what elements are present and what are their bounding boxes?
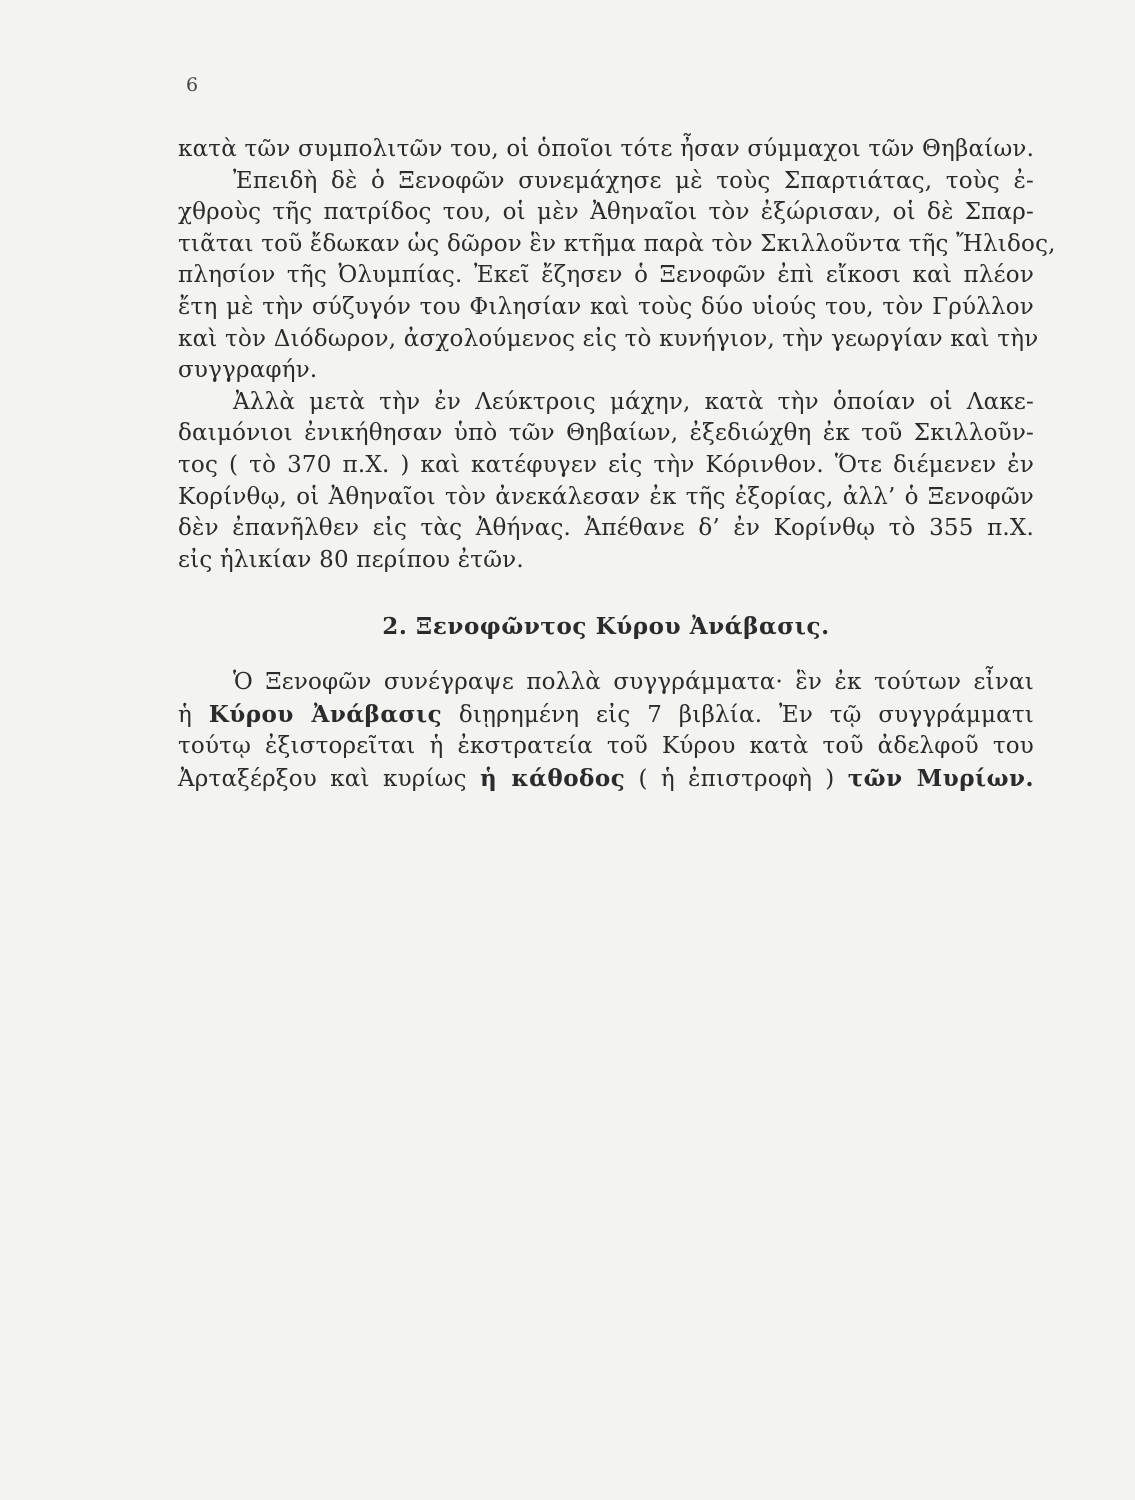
text-line: εἰς ἡλικίαν 80 περίπου ἐτῶν. bbox=[178, 546, 524, 573]
text-fragment: ( ἡ ἐπιστροφὴ ) bbox=[625, 765, 848, 792]
text-line: τιᾶται τοῦ ἔδωκαν ὡς δῶρον ἓν κτῆμα παρὰ τὸν Σκιλλοῦντα τῆς Ἤλιδος, bbox=[178, 230, 1056, 257]
text-line: συγγραφήν. bbox=[178, 357, 318, 384]
text-line: χθροὺς τῆς πατρίδος του, οἱ μὲν Ἀθηναῖοι τὸν ἐξώρισαν, οἱ δὲ Σπαρ- bbox=[178, 199, 1034, 226]
text-fragment: διῃρημένη εἰς 7 βιβλία. Ἐν τῷ συγγράμματι bbox=[442, 701, 1034, 728]
bold-term: Κύρου Ἀνάβασις bbox=[208, 700, 443, 728]
text-line: δὲν ἐπανῆλθεν εἰς τὰς Ἀθήνας. Ἀπέθανε δ’ ἐν Κορίνθῳ τὸ 355 π.Χ. bbox=[178, 515, 1034, 542]
page-body bbox=[178, 134, 1056, 795]
bold-term: ἡ κάθοδος bbox=[479, 764, 626, 792]
text-line: Ἀλλὰ μετὰ τὴν ἐν Λεύκτροις μάχην, κατὰ τὴν ὁποίαν οἱ Λακε- bbox=[233, 388, 1034, 415]
page-number: 6 bbox=[186, 74, 199, 96]
text-line: τος ( τὸ 370 π.Χ. ) καὶ κατέφυγεν εἰς τὴν Κόρινθον. Ὅτε διέμενεν ἐν bbox=[178, 451, 1034, 478]
text-fragment: Ἀρταξέρξου καὶ κυρίως bbox=[178, 765, 480, 792]
section-heading: 2. Ξενοφῶντος Κύρου Ἀνάβασις. bbox=[382, 613, 830, 641]
text-line bbox=[178, 699, 1034, 732]
text-line: κατὰ τῶν συμπολιτῶν του, οἱ ὁποῖοι τότε ἦσαν σύμμαχοι τῶν Θηβαίων. bbox=[178, 136, 1035, 162]
text-line: τούτῳ ἐξιστορεῖται ἡ ἐκστρατεία τοῦ Κύρου κατὰ τοῦ ἀδελφοῦ του bbox=[178, 733, 1034, 760]
text-line: δαιμόνιοι ἐνικήθησαν ὑπὸ τῶν Θηβαίων, ἐξεδιώχθη ἐκ τοῦ Σκιλλοῦν- bbox=[178, 420, 1034, 447]
bold-term: τῶν Μυρίων. bbox=[847, 764, 1034, 792]
text-line: Κορίνθῳ, οἱ Ἀθηναῖοι τὸν ἀνεκάλεσαν ἐκ τῆς ἐξορίας, ἀλλ’ ὁ Ξενοφῶν bbox=[178, 483, 1034, 510]
text-line: πλησίον τῆς Ὀλυμπίας. Ἐκεῖ ἔζησεν ὁ Ξενοφῶν ἐπὶ εἴκοσι καὶ πλέον bbox=[178, 262, 1034, 289]
text-line: Ὁ Ξενοφῶν συνέγραψε πολλὰ συγγράμματα· ἓν ἐκ τούτων εἶναι bbox=[233, 668, 1034, 695]
text-fragment: ἡ bbox=[178, 701, 209, 728]
text-line: ἔτη μὲ τὴν σύζυγόν του Φιλησίαν καὶ τοὺς δύο υἱούς του, τὸν Γρύλλον bbox=[178, 293, 1034, 320]
text-line: καὶ τὸν Διόδωρον, ἀσχολούμενος εἰς τὸ κυνήγιον, τὴν γεωργίαν καὶ τὴν bbox=[178, 325, 1039, 352]
text-line: Ἐπειδὴ δὲ ὁ Ξενοφῶν συνεμάχησε μὲ τοὺς Σπαρτιάτας, τοὺς ἐ- bbox=[233, 167, 1034, 194]
text-line bbox=[178, 763, 1034, 796]
